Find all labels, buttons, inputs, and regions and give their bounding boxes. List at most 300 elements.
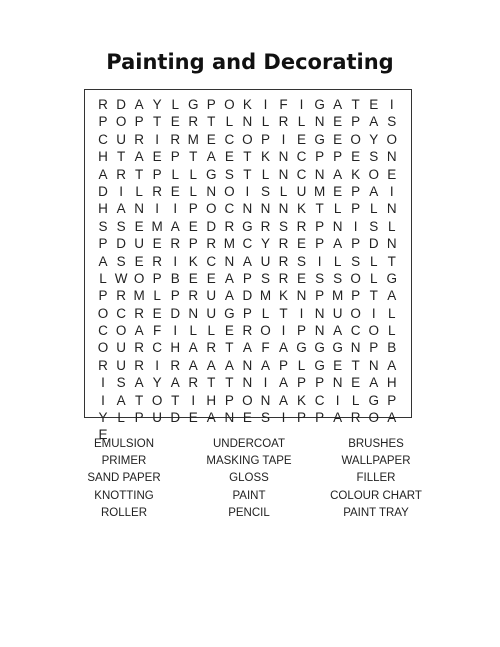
grid-cell[interactable]: I	[263, 375, 268, 391]
grid-cell[interactable]: N	[314, 166, 325, 182]
grid-cell[interactable]: I	[155, 131, 160, 147]
grid-cell[interactable]: P	[351, 288, 361, 304]
grid-cell[interactable]: P	[170, 149, 180, 165]
grid-cell[interactable]: C	[296, 166, 307, 182]
grid-cell[interactable]: P	[260, 131, 270, 147]
grid-cell[interactable]: O	[224, 183, 235, 199]
grid-cell[interactable]: U	[206, 305, 217, 321]
grid-cell[interactable]: I	[335, 392, 340, 408]
grid-cell[interactable]: C	[224, 131, 235, 147]
grid-cell[interactable]: N	[368, 357, 379, 373]
grid-cell[interactable]: G	[224, 305, 235, 321]
grid-cell[interactable]: O	[368, 410, 379, 426]
grid-cell[interactable]: K	[351, 166, 361, 182]
grid-cell[interactable]: N	[278, 166, 289, 182]
grid-cell[interactable]: A	[369, 114, 379, 130]
grid-cell[interactable]: L	[369, 270, 378, 286]
grid-cell[interactable]: E	[297, 236, 307, 252]
grid-cell[interactable]: P	[206, 97, 216, 112]
grid-cell[interactable]: P	[315, 149, 325, 165]
grid-cell[interactable]: C	[296, 149, 307, 165]
grid-cell[interactable]: E	[333, 131, 343, 147]
grid-cell[interactable]: A	[242, 253, 252, 269]
grid-cell[interactable]: H	[98, 201, 108, 217]
grid-cell[interactable]: O	[368, 323, 379, 339]
grid-cell[interactable]: R	[134, 340, 144, 356]
grid-cell[interactable]: N	[224, 253, 235, 269]
grid-cell[interactable]: P	[188, 236, 198, 252]
grid-cell[interactable]: U	[260, 253, 271, 269]
grid-cell[interactable]: L	[153, 288, 161, 304]
grid-cell[interactable]: R	[134, 357, 144, 373]
grid-cell[interactable]: E	[242, 410, 252, 426]
grid-cell[interactable]: C	[350, 323, 361, 339]
grid-cell[interactable]: E	[333, 114, 343, 130]
grid-cell[interactable]: I	[389, 183, 394, 199]
grid-cell[interactable]: W	[114, 270, 128, 286]
grid-cell[interactable]: K	[188, 253, 198, 269]
grid-cell[interactable]: O	[242, 392, 253, 408]
grid-cell[interactable]: A	[278, 392, 288, 408]
grid-cell[interactable]: L	[171, 97, 179, 112]
grid-cell[interactable]: O	[97, 305, 109, 321]
grid-cell[interactable]: R	[152, 253, 163, 269]
grid-cell[interactable]: A	[333, 236, 343, 252]
grid-cell[interactable]: N	[314, 114, 325, 130]
grid-cell[interactable]: R	[260, 218, 271, 234]
grid-cell[interactable]: P	[152, 270, 162, 286]
grid-cell[interactable]: K	[242, 97, 252, 112]
grid-cell[interactable]: C	[98, 131, 108, 147]
grid-cell[interactable]: P	[297, 323, 307, 339]
grid-cell[interactable]: U	[296, 183, 307, 199]
grid-cell[interactable]: O	[206, 201, 217, 217]
grid-cell[interactable]: A	[188, 340, 198, 356]
grid-cell[interactable]: D	[368, 236, 379, 252]
grid-cell[interactable]: I	[191, 392, 196, 408]
grid-cell[interactable]: E	[351, 149, 361, 165]
grid-cell[interactable]: A	[224, 357, 234, 373]
grid-cell[interactable]: L	[207, 323, 216, 339]
grid-cell[interactable]: E	[170, 183, 180, 199]
grid-cell[interactable]: B	[170, 270, 180, 286]
grid-cell[interactable]: L	[369, 253, 378, 269]
grid-cell[interactable]: G	[188, 97, 199, 112]
grid-cell[interactable]: I	[101, 375, 105, 391]
grid-cell[interactable]: A	[242, 340, 252, 356]
grid-cell[interactable]: R	[278, 114, 289, 130]
grid-cell[interactable]: G	[332, 340, 343, 356]
grid-cell[interactable]: O	[151, 392, 163, 408]
grid-cell[interactable]: T	[153, 114, 162, 130]
grid-cell[interactable]: P	[315, 288, 325, 304]
grid-cell[interactable]: P	[188, 201, 198, 217]
grid-cell[interactable]: H	[170, 340, 181, 356]
grid-cell[interactable]: M	[151, 218, 163, 234]
grid-cell[interactable]: S	[278, 218, 288, 234]
grid-cell[interactable]: G	[206, 166, 217, 182]
grid-cell[interactable]: R	[170, 236, 181, 252]
grid-cell[interactable]: T	[351, 357, 360, 373]
grid-cell[interactable]: A	[134, 149, 144, 165]
grid-cell[interactable]: A	[116, 392, 126, 408]
grid-cell[interactable]: F	[153, 323, 162, 339]
grid-cell[interactable]: D	[242, 288, 253, 304]
grid-cell[interactable]: P	[297, 375, 307, 391]
grid-cell[interactable]: R	[152, 183, 163, 199]
grid-cell[interactable]: G	[314, 357, 325, 373]
grid-cell[interactable]: I	[245, 183, 250, 199]
grid-cell[interactable]: R	[98, 357, 108, 373]
grid-cell[interactable]: R	[134, 305, 144, 321]
grid-cell[interactable]: A	[278, 375, 288, 391]
grid-cell[interactable]: R	[296, 218, 307, 234]
grid-cell[interactable]: L	[261, 305, 270, 321]
grid-cell[interactable]: N	[242, 357, 253, 373]
grid-cell[interactable]: A	[134, 323, 144, 339]
grid-cell[interactable]: T	[116, 149, 126, 165]
grid-cell[interactable]: A	[333, 166, 343, 182]
grid-cell[interactable]: A	[333, 323, 343, 339]
grid-cell[interactable]: D	[170, 410, 181, 426]
grid-cell[interactable]: R	[116, 288, 126, 304]
grid-cell[interactable]: E	[152, 305, 162, 321]
grid-cell[interactable]: G	[314, 340, 325, 356]
grid-cell[interactable]: P	[315, 236, 325, 252]
grid-cell[interactable]: N	[278, 149, 289, 165]
grid-cell[interactable]: N	[278, 201, 289, 217]
grid-cell[interactable]: D	[116, 97, 126, 112]
grid-cell[interactable]: N	[242, 375, 253, 391]
grid-cell[interactable]: F	[279, 97, 288, 112]
grid-cell[interactable]: U	[206, 288, 217, 304]
grid-cell[interactable]: A	[278, 340, 288, 356]
grid-cell[interactable]: L	[351, 392, 360, 408]
grid-cell[interactable]: Y	[152, 375, 162, 391]
grid-cell[interactable]: D	[116, 236, 126, 252]
grid-cell[interactable]: I	[389, 97, 394, 112]
grid-cell[interactable]: A	[387, 357, 397, 373]
grid-cell[interactable]: A	[170, 375, 180, 391]
grid-cell[interactable]: E	[134, 253, 144, 269]
grid-cell[interactable]: C	[116, 305, 126, 321]
grid-cell[interactable]: P	[278, 357, 288, 373]
grid-cell[interactable]: E	[369, 97, 379, 112]
grid-cell[interactable]: S	[260, 183, 270, 199]
grid-cell[interactable]: L	[99, 270, 107, 286]
grid-cell[interactable]: A	[206, 357, 216, 373]
grid-cell[interactable]: N	[386, 201, 397, 217]
grid-cell[interactable]: C	[242, 236, 253, 252]
grid-cell[interactable]: I	[119, 183, 123, 199]
grid-cell[interactable]: S	[260, 410, 270, 426]
grid-cell[interactable]: L	[369, 201, 378, 217]
grid-cell[interactable]: O	[350, 305, 361, 321]
grid-cell[interactable]: E	[351, 375, 361, 391]
grid-cell[interactable]: P	[315, 410, 325, 426]
grid-cell[interactable]: R	[242, 323, 253, 339]
grid-cell[interactable]: P	[242, 305, 252, 321]
grid-cell[interactable]: T	[243, 166, 252, 182]
grid-cell[interactable]: P	[351, 114, 361, 130]
grid-cell[interactable]: P	[369, 340, 379, 356]
grid-cell[interactable]: A	[369, 375, 379, 391]
grid-cell[interactable]: I	[299, 305, 304, 321]
grid-cell[interactable]: I	[155, 357, 160, 373]
grid-cell[interactable]: S	[351, 253, 361, 269]
grid-cell[interactable]: N	[224, 410, 235, 426]
grid-cell[interactable]: L	[261, 166, 270, 182]
grid-cell[interactable]: N	[188, 305, 199, 321]
grid-cell[interactable]: R	[134, 131, 144, 147]
grid-cell[interactable]: L	[297, 114, 306, 130]
grid-cell[interactable]: P	[333, 149, 343, 165]
grid-cell[interactable]: S	[98, 218, 108, 234]
grid-cell[interactable]: E	[134, 218, 144, 234]
grid-cell[interactable]: E	[387, 166, 397, 182]
grid-cell[interactable]: D	[170, 305, 181, 321]
grid-cell[interactable]: E	[98, 427, 108, 443]
grid-cell[interactable]: O	[350, 270, 361, 286]
grid-cell[interactable]: L	[388, 323, 396, 339]
grid-cell[interactable]: O	[115, 114, 127, 130]
grid-cell[interactable]: I	[263, 97, 268, 112]
grid-cell[interactable]: L	[171, 166, 179, 182]
grid-cell[interactable]: L	[135, 183, 143, 199]
grid-cell[interactable]: R	[188, 114, 199, 130]
grid-cell[interactable]: S	[224, 166, 234, 182]
grid-cell[interactable]: S	[260, 270, 270, 286]
grid-cell[interactable]: A	[333, 97, 343, 112]
grid-cell[interactable]: S	[116, 253, 126, 269]
grid-cell[interactable]: U	[152, 410, 163, 426]
grid-cell[interactable]: S	[297, 253, 307, 269]
grid-cell[interactable]: P	[134, 410, 144, 426]
grid-cell[interactable]: R	[170, 131, 181, 147]
grid-cell[interactable]: T	[387, 253, 396, 269]
grid-cell[interactable]: T	[225, 375, 234, 391]
grid-cell[interactable]: E	[152, 236, 162, 252]
grid-cell[interactable]: L	[388, 305, 396, 321]
grid-cell[interactable]: I	[173, 201, 178, 217]
grid-cell[interactable]: I	[317, 253, 322, 269]
grid-cell[interactable]: H	[386, 375, 397, 391]
grid-cell[interactable]: P	[387, 392, 397, 408]
grid-cell[interactable]: P	[98, 236, 108, 252]
grid-cell[interactable]: Y	[152, 97, 162, 112]
grid-cell[interactable]: P	[351, 183, 361, 199]
grid-cell[interactable]: I	[353, 218, 358, 234]
grid-cell[interactable]: R	[170, 357, 181, 373]
grid-cell[interactable]: U	[116, 131, 126, 147]
grid-cell[interactable]: I	[371, 305, 376, 321]
grid-cell[interactable]: G	[368, 392, 379, 408]
grid-cell[interactable]: D	[206, 218, 217, 234]
grid-cell[interactable]: P	[242, 270, 252, 286]
grid-cell[interactable]: R	[278, 253, 289, 269]
grid-cell[interactable]: L	[297, 357, 306, 373]
grid-cell[interactable]: O	[97, 340, 109, 356]
grid-cell[interactable]: L	[189, 166, 198, 182]
grid-cell[interactable]: R	[206, 340, 217, 356]
grid-cell[interactable]: T	[207, 375, 216, 391]
grid-cell[interactable]: T	[279, 305, 288, 321]
grid-cell[interactable]: A	[116, 201, 126, 217]
grid-cell[interactable]: O	[260, 323, 271, 339]
grid-cell[interactable]: K	[297, 201, 307, 217]
grid-cell[interactable]: I	[299, 97, 304, 112]
grid-cell[interactable]: T	[315, 201, 324, 217]
grid-cell[interactable]: M	[223, 236, 235, 252]
grid-cell[interactable]: G	[296, 340, 307, 356]
grid-cell[interactable]: G	[314, 97, 325, 112]
grid-cell[interactable]: E	[333, 183, 343, 199]
grid-cell[interactable]: T	[351, 97, 360, 112]
grid-cell[interactable]: A	[224, 288, 234, 304]
grid-cell[interactable]: N	[206, 183, 217, 199]
grid-cell[interactable]: E	[188, 218, 198, 234]
grid-cell[interactable]: G	[242, 218, 253, 234]
grid-cell[interactable]: I	[281, 323, 286, 339]
grid-cell[interactable]: A	[333, 410, 343, 426]
grid-cell[interactable]: A	[224, 270, 234, 286]
grid-cell[interactable]: B	[387, 340, 397, 356]
grid-cell[interactable]: N	[296, 288, 307, 304]
grid-cell[interactable]: P	[351, 236, 361, 252]
grid-cell[interactable]: T	[207, 114, 216, 130]
grid-cell[interactable]: N	[134, 201, 144, 217]
grid-cell[interactable]: O	[115, 323, 127, 339]
grid-cell[interactable]: L	[225, 114, 234, 130]
grid-cell[interactable]: C	[152, 340, 163, 356]
grid-cell[interactable]: C	[98, 323, 108, 339]
grid-cell[interactable]: E	[297, 131, 307, 147]
grid-cell[interactable]: O	[133, 270, 145, 286]
grid-cell[interactable]: T	[134, 392, 144, 408]
grid-cell[interactable]: A	[188, 357, 198, 373]
grid-cell[interactable]: A	[134, 97, 144, 112]
grid-cell[interactable]: U	[332, 305, 343, 321]
grid-cell[interactable]: P	[152, 166, 162, 182]
grid-cell[interactable]: N	[242, 114, 253, 130]
grid-cell[interactable]: P	[297, 410, 307, 426]
grid-cell[interactable]: R	[98, 97, 108, 112]
grid-cell[interactable]: E	[333, 357, 343, 373]
grid-cell[interactable]: R	[350, 410, 361, 426]
grid-cell[interactable]: I	[173, 323, 178, 339]
grid-cell[interactable]: F	[261, 340, 270, 356]
grid-cell[interactable]: E	[206, 270, 216, 286]
grid-cell[interactable]: A	[98, 253, 108, 269]
grid-cell[interactable]: C	[206, 253, 217, 269]
grid-cell[interactable]: M	[332, 288, 344, 304]
grid-cell[interactable]: R	[278, 236, 289, 252]
grid-cell[interactable]: G	[314, 131, 325, 147]
grid-cell[interactable]: L	[189, 323, 198, 339]
grid-cell[interactable]: T	[369, 288, 378, 304]
grid-cell[interactable]: S	[333, 270, 343, 286]
grid-cell[interactable]: R	[206, 236, 217, 252]
grid-cell[interactable]: K	[260, 149, 270, 165]
grid-cell[interactable]: I	[155, 201, 160, 217]
grid-cell[interactable]: S	[315, 270, 325, 286]
grid-cell[interactable]: N	[332, 218, 343, 234]
grid-cell[interactable]: L	[279, 183, 288, 199]
grid-cell[interactable]: M	[133, 288, 145, 304]
grid-cell[interactable]: M	[313, 183, 326, 199]
grid-cell[interactable]: K	[297, 392, 307, 408]
grid-cell[interactable]: U	[116, 340, 126, 356]
grid-cell[interactable]: Y	[369, 131, 379, 147]
grid-cell[interactable]: P	[224, 392, 234, 408]
grid-cell[interactable]: N	[386, 236, 397, 252]
grid-cell[interactable]: M	[187, 131, 199, 147]
grid-cell[interactable]: A	[387, 288, 397, 304]
grid-cell[interactable]: T	[225, 340, 234, 356]
grid-cell[interactable]: G	[386, 270, 398, 286]
grid-cell[interactable]: M	[259, 288, 272, 304]
grid-cell[interactable]: A	[206, 410, 216, 426]
grid-cell[interactable]: I	[281, 410, 286, 426]
grid-cell[interactable]: P	[315, 375, 325, 391]
grid-cell[interactable]: H	[98, 149, 108, 165]
grid-cell[interactable]: S	[369, 149, 379, 165]
grid-cell[interactable]: T	[134, 166, 144, 182]
grid-cell[interactable]: R	[116, 166, 126, 182]
grid-cell[interactable]: O	[386, 131, 398, 147]
grid-cell[interactable]: E	[206, 131, 216, 147]
grid-cell[interactable]: E	[188, 410, 198, 426]
grid-cell[interactable]: U	[116, 357, 126, 373]
grid-cell[interactable]: A	[170, 218, 180, 234]
grid-cell[interactable]: L	[333, 253, 342, 269]
grid-cell[interactable]: L	[388, 218, 396, 234]
grid-cell[interactable]: I	[281, 131, 286, 147]
grid-cell[interactable]: P	[134, 114, 144, 130]
grid-cell[interactable]: O	[350, 131, 361, 147]
grid-cell[interactable]: C	[314, 392, 325, 408]
grid-cell[interactable]: Y	[260, 236, 270, 252]
grid-cell[interactable]: T	[171, 392, 180, 408]
grid-cell[interactable]: A	[98, 166, 108, 182]
grid-cell[interactable]: T	[243, 149, 252, 165]
grid-cell[interactable]: E	[188, 270, 198, 286]
grid-cell[interactable]: D	[98, 183, 108, 199]
grid-cell[interactable]: A	[260, 357, 270, 373]
grid-cell[interactable]: P	[315, 218, 325, 234]
grid-cell[interactable]: P	[98, 114, 108, 130]
grid-cell[interactable]: I	[101, 392, 105, 408]
grid-cell[interactable]: Y	[98, 410, 108, 426]
grid-cell[interactable]: O	[368, 166, 379, 182]
grid-cell[interactable]: S	[387, 114, 397, 130]
grid-cell[interactable]: S	[369, 218, 379, 234]
grid-cell[interactable]: L	[189, 183, 198, 199]
grid-cell[interactable]: A	[206, 149, 216, 165]
grid-cell[interactable]: L	[261, 114, 270, 130]
grid-cell[interactable]: N	[260, 392, 271, 408]
grid-cell[interactable]: N	[314, 323, 325, 339]
grid-cell[interactable]: O	[242, 131, 253, 147]
grid-cell[interactable]: E	[224, 149, 234, 165]
grid-cell[interactable]: N	[332, 375, 343, 391]
grid-cell[interactable]: N	[386, 149, 397, 165]
grid-cell[interactable]: T	[189, 149, 198, 165]
grid-cell[interactable]: P	[351, 201, 361, 217]
grid-cell[interactable]: P	[170, 288, 180, 304]
grid-cell[interactable]: P	[98, 288, 108, 304]
grid-cell[interactable]: E	[297, 270, 307, 286]
